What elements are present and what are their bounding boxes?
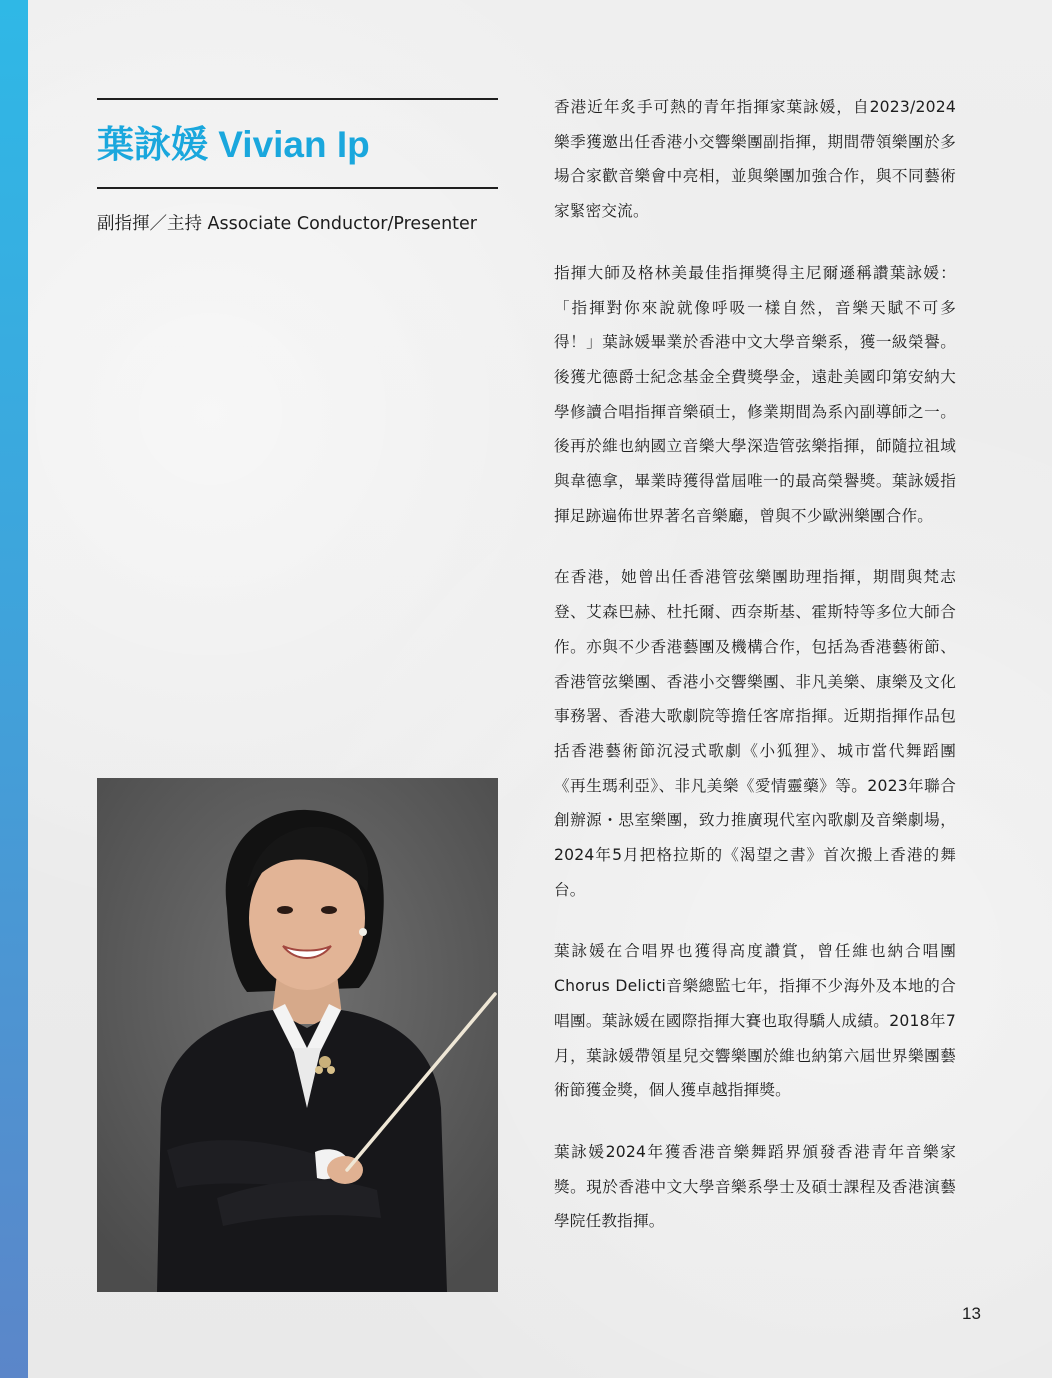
role-subtitle: 副指揮／主持 Associate Conductor/Presenter — [97, 214, 477, 234]
portrait-illustration — [97, 778, 498, 1292]
bio-paragraph: 指揮大師及格林美最佳指揮獎得主尼爾遜稱讚葉詠媛：「指揮對你來說就像呼吸一樣自然，音樂天賦不可多得！」葉詠媛畢業於香港中文大學音樂系，獲一級榮譽。後獲尤德爵士紀念基金全費獎學金，遠赴美國印第安納大學修讀合唱指揮音樂碩士，修業期間為系內副導師之一。後再於維也納國立音樂大學深造管弦樂指揮，師隨拉祖域與韋德拿，畢業時獲得當屆唯一的最高榮譽獎。葉詠媛指揮足跡遍佈世界著名音樂廳，曾與不少歐洲樂團合作。 — [554, 263, 956, 525]
accent-side-bar — [0, 0, 28, 1378]
portrait-photo — [97, 778, 498, 1292]
bio-paragraph: 香港近年炙手可熱的青年指揮家葉詠媛，自2023/2024樂季獲邀出任香港小交響樂團副指揮，期間帶領樂團於多場合家歡音樂會中亮相，並與樂團加強合作，與不同藝術家緊密交流。 — [554, 98, 956, 221]
title-rule-bottom — [97, 187, 498, 189]
page-number: 13 — [962, 1304, 981, 1323]
title-rule-top — [97, 98, 498, 100]
page-title: 葉詠媛 Vivian Ip — [97, 124, 370, 165]
bio-paragraph: 在香港，她曾出任香港管弦樂團助理指揮，期間與梵志登、艾森巴赫、杜托爾、西奈斯基、霍斯特等多位大師合作。亦與不少香港藝團及機構合作，包括為香港藝術節、香港管弦樂團、香港小交響樂團、非凡美樂、康樂及文化事務署、香港大歌劇院等擔任客席指揮。近期指揮作品包括香港藝術節沉浸式歌劇《小狐狸》、城市當代舞蹈團《再生瑪利亞》、非凡美樂《愛情靈藥》等。2023年聯合創辦源・思室樂團，致力推廣現代室內歌劇及音樂劇場，2024年5月把格拉斯的《渴望之書》首次搬上香港的舞台。 — [554, 568, 956, 899]
bio-paragraph: 葉詠媛2024年獲香港音樂舞蹈界頒發香港青年音樂家獎。現於香港中文大學音樂系學士及碩士課程及香港演藝學院任教指揮。 — [554, 1142, 956, 1231]
biography-text — [554, 90, 956, 1266]
bio-paragraph: 葉詠媛在合唱界也獲得高度讚賞，曾任維也納合唱團Chorus Delicti音樂總監七年，指揮不少海外及本地的合唱團。葉詠媛在國際指揮大賽也取得驕人成績。2018年7月，葉詠媛帶領星兒交響樂團於維也納第六屆世界樂團藝術節獲金獎，個人獲卓越指揮獎。 — [554, 942, 956, 1100]
